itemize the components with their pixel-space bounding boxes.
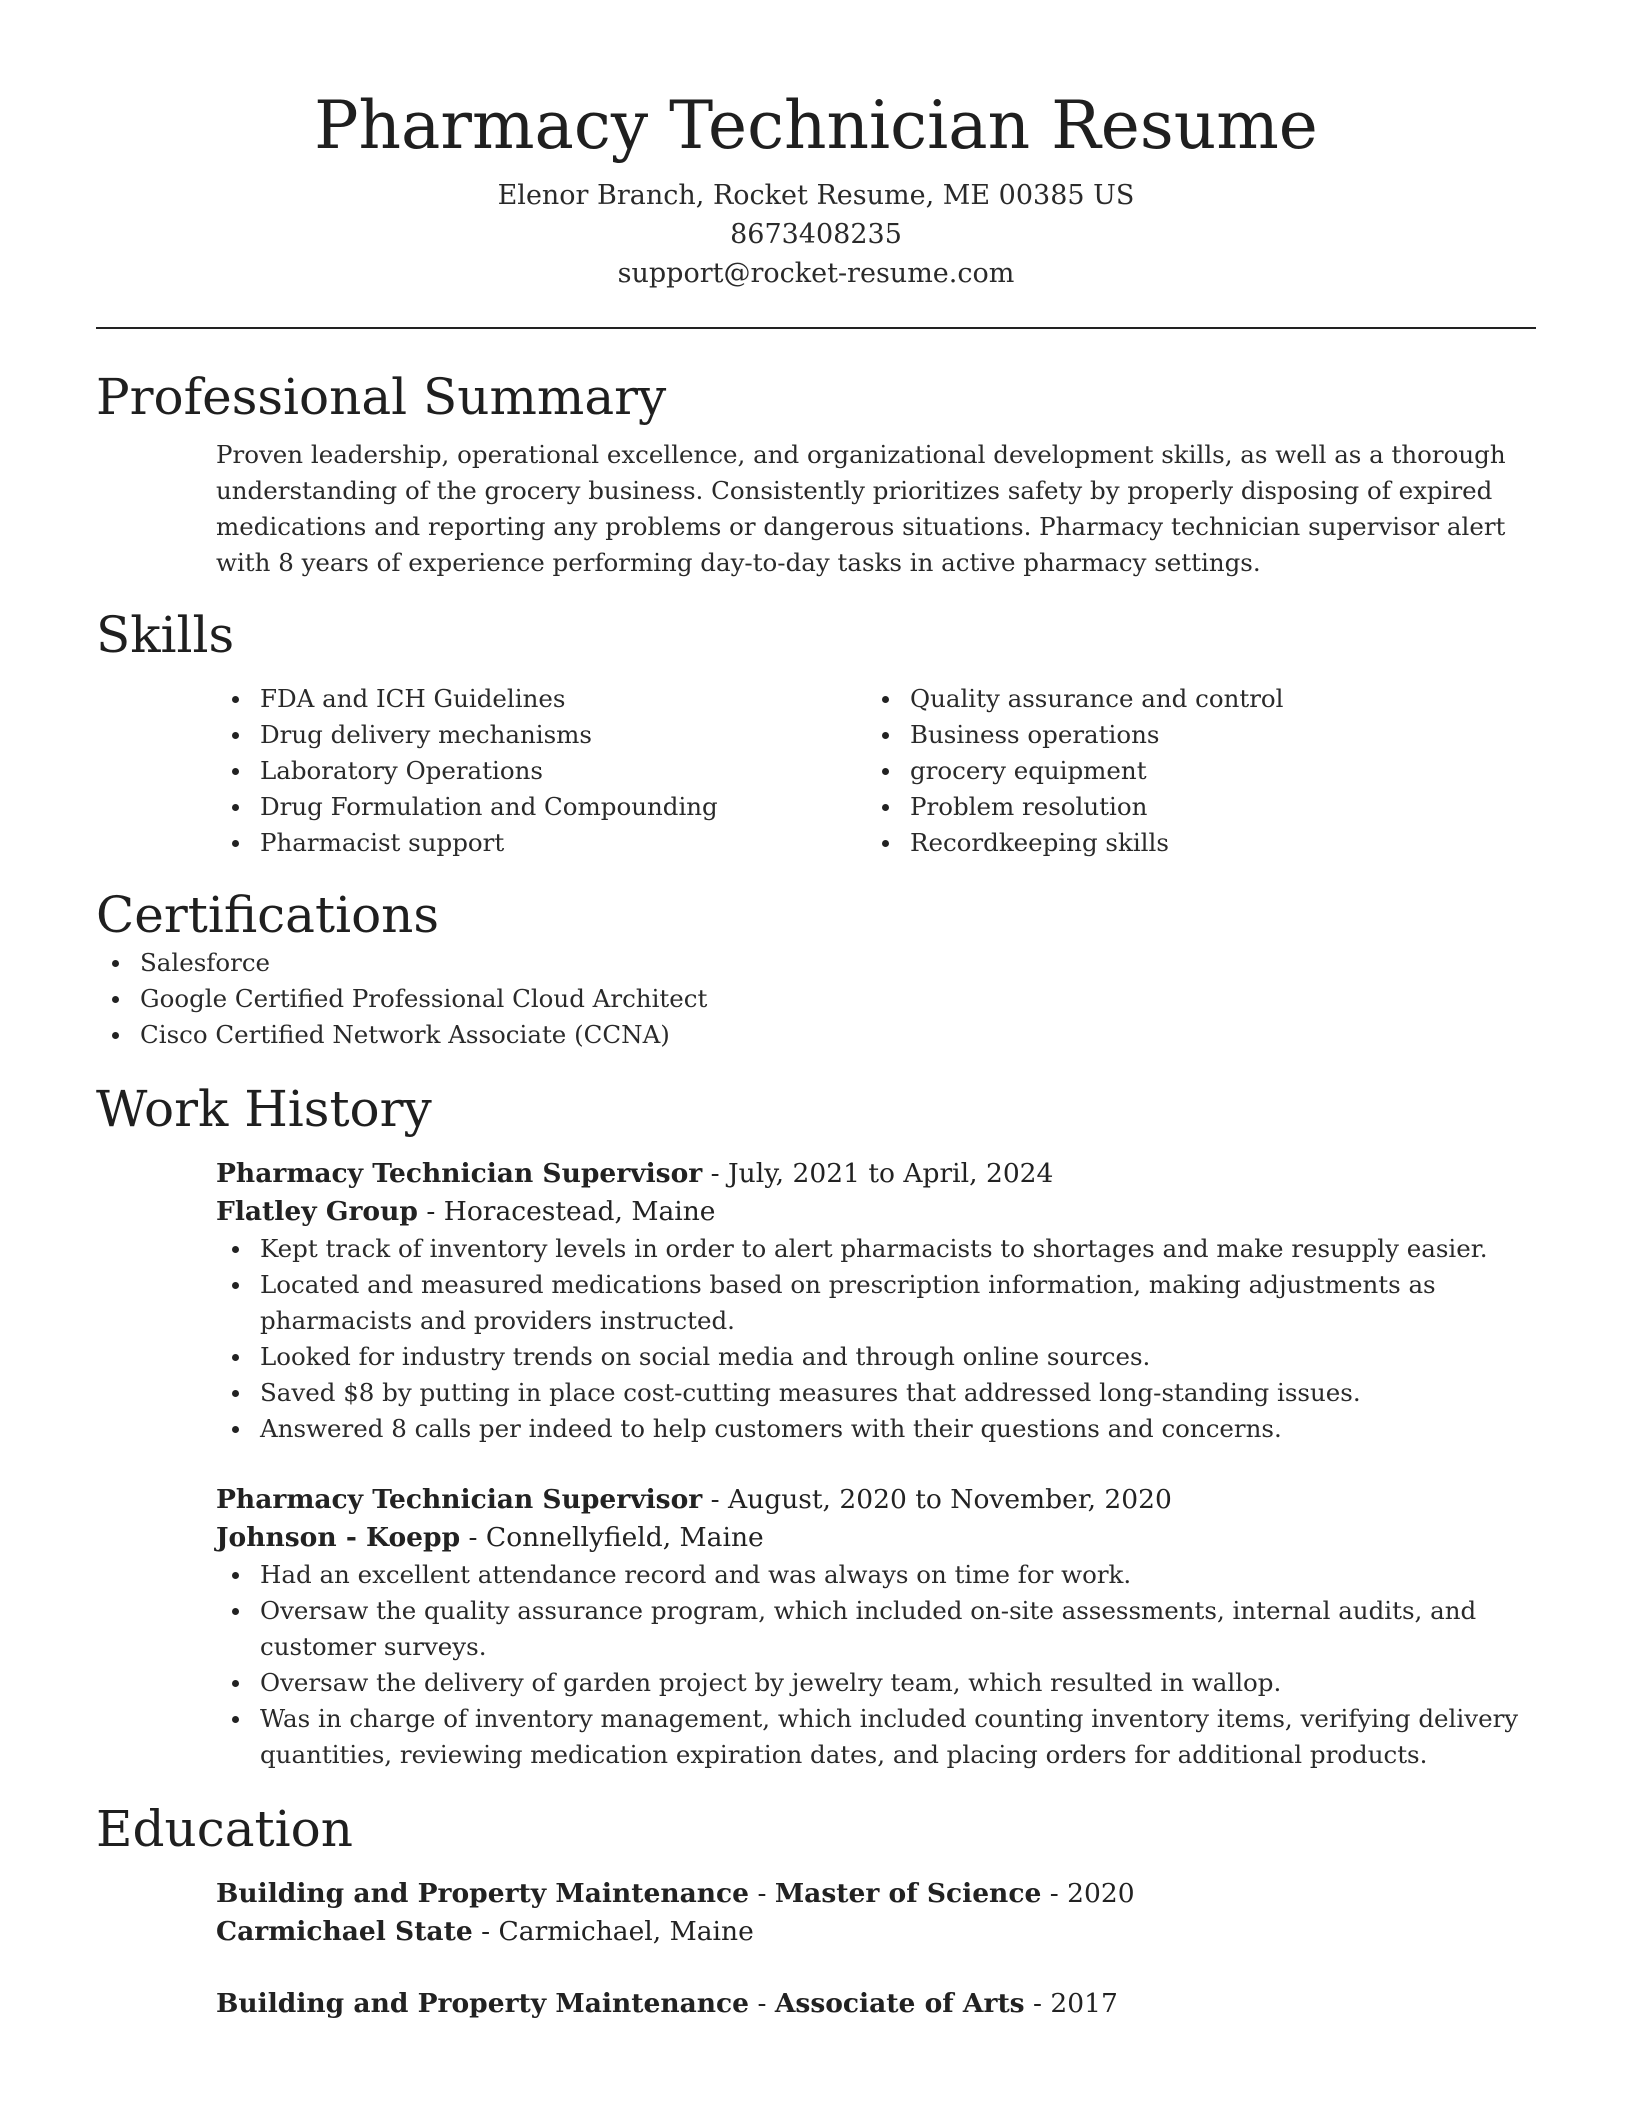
job-duty-item: Saved $8 by putting in place cost-cutting measures that addressed long-standing issues. bbox=[216, 1375, 1536, 1411]
certifications-section bbox=[96, 885, 1536, 1053]
summary-heading: Professional Summary bbox=[96, 368, 667, 426]
skills-section bbox=[96, 605, 1536, 861]
education-field: Building and Property Maintenance bbox=[216, 1878, 750, 1909]
header-divider bbox=[96, 327, 1536, 329]
certifications-list bbox=[96, 945, 1536, 1053]
education-entry bbox=[216, 1985, 1536, 2023]
job-company-line bbox=[216, 1193, 1536, 1231]
education-school-line bbox=[216, 1913, 1536, 1951]
separator: - bbox=[472, 1916, 499, 1947]
separator: - bbox=[417, 1196, 444, 1227]
work-history-heading: Work History bbox=[96, 1080, 432, 1138]
separator: - bbox=[1024, 1988, 1051, 2019]
education-degree-line bbox=[216, 1985, 1536, 2023]
contact-block bbox=[96, 176, 1536, 293]
skills-grid bbox=[216, 681, 1536, 861]
job-title: Pharmacy Technician Supervisor bbox=[216, 1158, 703, 1189]
resume-page bbox=[96, 0, 1536, 2023]
separator: - bbox=[749, 1878, 775, 1909]
job-duty-item: Oversaw the delivery of garden project by jewelry team, which resulted in wallop. bbox=[216, 1665, 1536, 1701]
education-entry bbox=[216, 1875, 1536, 1951]
skill-item: Quality assurance and control bbox=[866, 681, 1516, 717]
separator: - bbox=[460, 1522, 486, 1553]
job-title-line bbox=[216, 1155, 1536, 1193]
job-company: Flatley Group bbox=[216, 1196, 418, 1227]
separator: - bbox=[702, 1484, 729, 1515]
skills-right-list bbox=[866, 681, 1516, 861]
job-title-line bbox=[216, 1481, 1536, 1519]
summary-text: Proven leadership, operational excellence, and organizational development skills, as well as a thorough understanding of the grocery business. Consistently prioritizes safety by properly disposing of expired medications and reporting any problems or dangerous situations. Pharmacy technician supervisor alert with 8 years of experience performing day-to-day tasks in active pharmacy settings. bbox=[216, 440, 1506, 577]
job-location: Connellyfield, Maine bbox=[485, 1522, 764, 1553]
work-history-section bbox=[96, 1079, 1536, 1773]
education-degree-line bbox=[216, 1875, 1536, 1913]
education-heading: Education bbox=[96, 1800, 353, 1858]
job-duty-item: Had an excellent attendance record and was always on time for work. bbox=[216, 1557, 1536, 1593]
job-company-line bbox=[216, 1519, 1536, 1557]
skills-left-list bbox=[216, 681, 866, 861]
education-degree: Master of Science bbox=[774, 1878, 1042, 1909]
skill-item: Business operations bbox=[866, 717, 1516, 753]
job-duty-item: Kept track of inventory levels in order to alert pharmacists to shortages and make resupply easier. bbox=[216, 1231, 1536, 1267]
skills-heading: Skills bbox=[96, 606, 235, 664]
skill-item: Recordkeeping skills bbox=[866, 825, 1516, 861]
contact-phone: 8673408235 bbox=[730, 219, 902, 250]
job-company: Johnson - Koepp bbox=[216, 1522, 461, 1553]
job-title: Pharmacy Technician Supervisor bbox=[216, 1484, 703, 1515]
skill-item: FDA and ICH Guidelines bbox=[216, 681, 866, 717]
job-dates: August, 2020 to November, 2020 bbox=[728, 1484, 1172, 1515]
certifications-heading: Certifications bbox=[96, 886, 440, 944]
skill-item: grocery equipment bbox=[866, 753, 1516, 789]
separator: - bbox=[702, 1158, 729, 1189]
certification-item: Cisco Certified Network Associate (CCNA) bbox=[96, 1017, 1536, 1053]
certification-item: Google Certified Professional Cloud Architect bbox=[96, 981, 1536, 1017]
separator: - bbox=[1041, 1878, 1068, 1909]
education-school: Carmichael State bbox=[216, 1916, 473, 1947]
job-duty-item: Answered 8 calls per indeed to help customers with their questions and concerns. bbox=[216, 1411, 1536, 1447]
skill-item: Laboratory Operations bbox=[216, 753, 866, 789]
education-location: Carmichael, Maine bbox=[498, 1916, 754, 1947]
education-year: 2020 bbox=[1067, 1878, 1135, 1909]
separator: - bbox=[749, 1988, 775, 2019]
education-degree: Associate of Arts bbox=[774, 1988, 1025, 2019]
skill-item: Problem resolution bbox=[866, 789, 1516, 825]
job-location: Horacestead, Maine bbox=[443, 1196, 716, 1227]
certification-item: Salesforce bbox=[96, 945, 1536, 981]
job-dates: July, 2021 to April, 2024 bbox=[728, 1158, 1054, 1189]
job-duty-item: Oversaw the quality assurance program, which included on-site assessments, internal audits, and customer surveys. bbox=[216, 1593, 1536, 1665]
job-duties-list bbox=[216, 1557, 1536, 1773]
job-duty-item: Looked for industry trends on social media and through online sources. bbox=[216, 1339, 1536, 1375]
contact-email: support@rocket-resume.com bbox=[617, 258, 1015, 289]
education-field: Building and Property Maintenance bbox=[216, 1988, 750, 2019]
skill-item: Drug Formulation and Compounding bbox=[216, 789, 866, 825]
job-entry bbox=[216, 1155, 1536, 1447]
job-entry bbox=[216, 1481, 1536, 1773]
contact-address: Elenor Branch, Rocket Resume, ME 00385 US bbox=[497, 180, 1135, 211]
education-section bbox=[96, 1799, 1536, 2023]
job-duties-list bbox=[216, 1231, 1536, 1447]
summary-section bbox=[96, 367, 1536, 581]
skill-item: Pharmacist support bbox=[216, 825, 866, 861]
job-duty-item: Located and measured medications based on prescription information, making adjustments as pharmacists and providers instructed. bbox=[216, 1267, 1536, 1339]
skill-item: Drug delivery mechanisms bbox=[216, 717, 866, 753]
resume-title: Pharmacy Technician Resume bbox=[314, 87, 1318, 164]
education-year: 2017 bbox=[1050, 1988, 1118, 2019]
job-duty-item: Was in charge of inventory management, which included counting inventory items, verifying delivery quantities, reviewing medication expiration dates, and placing orders for additional products. bbox=[216, 1701, 1536, 1773]
